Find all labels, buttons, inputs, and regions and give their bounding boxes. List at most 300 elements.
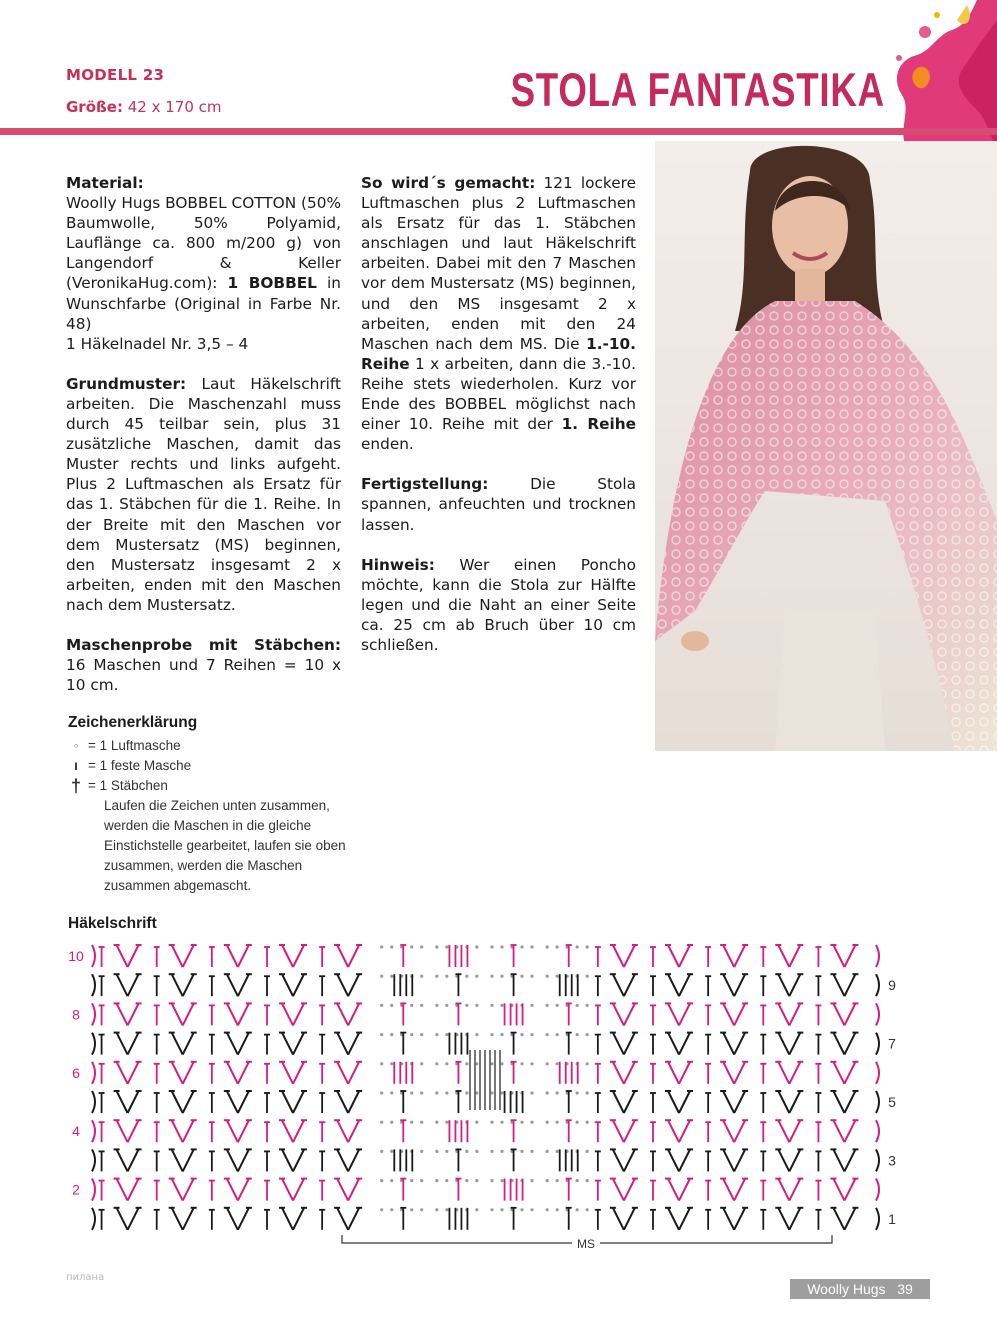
stitch: [348, 1120, 359, 1142]
stitch: [844, 1091, 855, 1113]
chain-stitch: [576, 1004, 579, 1007]
chain-stitch: [420, 1150, 423, 1153]
instructions-label: So wird´s gemacht:: [361, 174, 536, 192]
stitch: [624, 1062, 635, 1084]
stitch: [844, 1179, 855, 1201]
stitch: [789, 1149, 800, 1171]
stitch: [723, 1062, 734, 1084]
chain-stitch: [380, 1004, 383, 1007]
turning-chain: [876, 1179, 879, 1201]
chain-stitch: [586, 1091, 589, 1094]
chain-stitch: [520, 1208, 523, 1211]
chain-stitch: [380, 1150, 383, 1153]
chain-stitch: [410, 1208, 413, 1211]
chain-stitch: [435, 1091, 438, 1094]
instructions-last-row: 1. Reihe: [561, 415, 636, 434]
stitch: [128, 1003, 139, 1025]
stitch: [624, 1091, 635, 1113]
chain-stitch: [490, 1150, 493, 1153]
stitch: [613, 1179, 624, 1201]
stitch: [844, 974, 855, 996]
chain-stitch: [546, 1004, 549, 1007]
chain-stitch: [445, 1033, 448, 1036]
maschenprobe-section: [66, 635, 341, 695]
chain-stitch: [380, 945, 383, 948]
stitch: [624, 1208, 635, 1230]
stitch: [679, 1091, 690, 1113]
stitch: [227, 974, 238, 996]
stitch: [734, 1149, 745, 1171]
stitch: [789, 1062, 800, 1084]
double-crochet-symbol-icon: †: [70, 776, 81, 796]
chain-stitch: [435, 975, 438, 978]
text-column-right: [361, 173, 636, 675]
chain-stitch: [445, 945, 448, 948]
stitch: [348, 945, 359, 967]
maschenprobe-text: 16 Maschen und 7 Reihen = 10 x 10 cm.: [66, 656, 341, 695]
stitch: [227, 1062, 238, 1084]
stitch: [337, 1091, 348, 1113]
stitch: [348, 1062, 359, 1084]
instructions-section: [361, 173, 636, 454]
chain-stitch: [445, 1179, 448, 1182]
stitch: [348, 1033, 359, 1055]
turning-chain: [92, 1208, 95, 1230]
chain-stitch: [475, 975, 478, 978]
stitch: [723, 974, 734, 996]
turning-chain: [92, 974, 95, 996]
stitch: [227, 1208, 238, 1230]
stitch: [227, 1003, 238, 1025]
chain-stitch: [520, 1150, 523, 1153]
stitch: [833, 1208, 844, 1230]
legend-item-text: = 1 Stäbchen: [88, 778, 168, 793]
chain-stitch: [520, 1062, 523, 1065]
stitch: [613, 1091, 624, 1113]
stitch: [282, 1179, 293, 1201]
chain-stitch: [420, 1004, 423, 1007]
chain-stitch: [465, 1150, 468, 1153]
chain-stitch: [410, 1179, 413, 1182]
stitch: [172, 1179, 183, 1201]
chain-stitch: [490, 945, 493, 948]
stitch: [668, 945, 679, 967]
stitch: [227, 1179, 238, 1201]
model-photo: [655, 141, 997, 751]
stitch: [282, 945, 293, 967]
chain-stitch: [576, 945, 579, 948]
stitch: [117, 1120, 128, 1142]
stitch: [238, 1091, 249, 1113]
stitch: [789, 1033, 800, 1055]
chain-stitch: [475, 1150, 478, 1153]
stitch: [337, 1149, 348, 1171]
stitch: [337, 974, 348, 996]
chain-stitch: [475, 1121, 478, 1124]
stitch: [172, 1062, 183, 1084]
stitch: [668, 1208, 679, 1230]
stitch: [613, 1062, 624, 1084]
legend: [68, 714, 368, 896]
stitch: [172, 1149, 183, 1171]
turning-chain: [876, 945, 879, 967]
stitch: [844, 1120, 855, 1142]
row-number-right: 7: [888, 1035, 896, 1052]
chain-stitch: [530, 1091, 533, 1094]
chain-stitch: [465, 975, 468, 978]
stitch: [337, 1120, 348, 1142]
chain-stitch: [556, 1179, 559, 1182]
stitch: [117, 1062, 128, 1084]
chain-stitch: [586, 1179, 589, 1182]
chain-stitch: [475, 1033, 478, 1036]
stitch: [624, 1179, 635, 1201]
stitch: [734, 945, 745, 967]
chain-stitch: [500, 1004, 503, 1007]
stitch: [293, 1091, 304, 1113]
chain-stitch: [530, 945, 533, 948]
stitch: [723, 1179, 734, 1201]
stitch: [282, 1062, 293, 1084]
turning-chain: [92, 1179, 95, 1201]
stitch: [293, 1062, 304, 1084]
stitch: [789, 1091, 800, 1113]
stitch: [183, 1003, 194, 1025]
legend-item-text: = 1 Luftmasche: [88, 738, 181, 753]
chain-stitch: [490, 1091, 493, 1094]
stitch: [348, 1179, 359, 1201]
watermark: пилана: [66, 1272, 105, 1283]
stitch: [282, 974, 293, 996]
stitch: [778, 1003, 789, 1025]
stitch: [293, 945, 304, 967]
chain-stitch: [576, 1179, 579, 1182]
chain-stitch: [390, 1121, 393, 1124]
stitch: [613, 1149, 624, 1171]
stitch: [238, 1120, 249, 1142]
stitch: [844, 1062, 855, 1084]
row-number-left: 4: [72, 1123, 80, 1140]
stitch: [183, 1091, 194, 1113]
chain-stitch: [520, 1033, 523, 1036]
stitch: [723, 1120, 734, 1142]
turning-chain: [92, 1062, 95, 1084]
stitch: [117, 1033, 128, 1055]
chain-stitch: [420, 1062, 423, 1065]
row-number-left: 2: [72, 1181, 80, 1198]
stitch: [778, 1149, 789, 1171]
stitch: [778, 1091, 789, 1113]
chain-stitch: [586, 1208, 589, 1211]
chain-stitch: [490, 1179, 493, 1182]
stitch: [117, 945, 128, 967]
legend-item-double-crochet: [68, 776, 368, 796]
chain-stitch: [445, 975, 448, 978]
stitch: [734, 1062, 745, 1084]
stitch: [734, 1208, 745, 1230]
stitch: [293, 1003, 304, 1025]
chain-stitch: [390, 975, 393, 978]
stitch: [668, 1062, 679, 1084]
material-section: [66, 173, 341, 354]
chain-stitch: [475, 945, 478, 948]
chain-stitch: [420, 1091, 423, 1094]
stitch: [282, 1149, 293, 1171]
stitch: [778, 1033, 789, 1055]
stitch: [117, 1003, 128, 1025]
finishing-label: Fertigstellung:: [361, 475, 489, 494]
chain-stitch: [475, 1179, 478, 1182]
stitch: [734, 1179, 745, 1201]
maschenprobe-label: Maschenprobe mit Stäbchen:: [66, 635, 341, 654]
stitch: [734, 1120, 745, 1142]
chain-stitch: [490, 1004, 493, 1007]
chain-stitch: [530, 1179, 533, 1182]
text-column-left: [66, 173, 341, 715]
stitch: [337, 1003, 348, 1025]
stitch: [789, 1120, 800, 1142]
chain-stitch: [530, 975, 533, 978]
chain-stitch: [445, 1004, 448, 1007]
stitch: [833, 1149, 844, 1171]
stitch: [613, 1208, 624, 1230]
chain-stitch: [556, 1062, 559, 1065]
instructions-text-2: 1 x arbeiten, dann die 3.-10. Reihe stets wiederholen. Kurz vor Ende des BOBBEL möglichst nach einer 10. Reihe mit der: [361, 354, 636, 434]
stitch: [172, 974, 183, 996]
material-color: in Wunschfarbe (Original in Farbe Nr. 48): [66, 274, 341, 333]
stitch: [348, 1003, 359, 1025]
instructions-rows: 1.-10. Reihe: [361, 334, 636, 373]
stitch: [183, 1033, 194, 1055]
turning-chain: [876, 1120, 879, 1142]
stitch: [723, 1091, 734, 1113]
stitch: [238, 1033, 249, 1055]
crochet-chart: [0, 930, 997, 1260]
stitch: [128, 1208, 139, 1230]
chain-stitch: [490, 1121, 493, 1124]
chain-stitch: [490, 1033, 493, 1036]
chain-stitch: [490, 1062, 493, 1065]
stitch: [227, 1091, 238, 1113]
turning-chain: [876, 1033, 879, 1055]
stitch: [624, 945, 635, 967]
stitch: [227, 1033, 238, 1055]
material-text: Woolly Hugs BOBBEL COTTON (50% Baumwolle, 50% Polyamid, Lauflänge ca. 800 m/200 g) von Langendorf & Keller (VeronikaHug.com):: [66, 194, 341, 293]
stitch: [238, 1149, 249, 1171]
stitch: [183, 1208, 194, 1230]
chain-stitch: [445, 1208, 448, 1211]
stitch: [172, 1120, 183, 1142]
stitch: [734, 974, 745, 996]
stitch: [117, 1179, 128, 1201]
stitch: [833, 1179, 844, 1201]
stitch: [337, 945, 348, 967]
chain-stitch: [546, 945, 549, 948]
stitch: [679, 945, 690, 967]
chain-stitch: [530, 1150, 533, 1153]
stitch: [624, 1120, 635, 1142]
stitch: [668, 1149, 679, 1171]
grundmuster-text: Laut Häkelschrift arbeiten. Die Maschenzahl muss durch 45 teilbar sein, plus 31 zusätzliche Maschen, damit das Muster rechts und links aufgeht. Plus 2 Luftmaschen als Ersatz für das 1. Stäbchen für die 1. Reihe. In der Breite mit den Maschen vor dem Mustersatz (MS) beginnen, den Mustersatz insgesamt 2 x arbeiten, enden mit den Maschen nach dem Mustersatz.: [66, 374, 341, 614]
chain-stitch: [410, 945, 413, 948]
chain-stitch: [546, 1179, 549, 1182]
stitch: [723, 1208, 734, 1230]
stitch: [679, 974, 690, 996]
turning-chain: [876, 1149, 879, 1171]
chain-stitch: [465, 1091, 468, 1094]
chain-stitch: [380, 1121, 383, 1124]
chain-stitch: [435, 1150, 438, 1153]
stitch: [183, 945, 194, 967]
turning-chain: [92, 1091, 95, 1113]
stitch: [668, 1179, 679, 1201]
stitch: [844, 1003, 855, 1025]
stitch: [282, 1208, 293, 1230]
chain-stitch: [390, 1179, 393, 1182]
row-number-right: 5: [888, 1094, 896, 1110]
stitch: [844, 1208, 855, 1230]
size-label: Größe:: [66, 98, 123, 116]
stitch: [128, 1179, 139, 1201]
row-number-right: 1: [888, 1210, 896, 1227]
stitch: [789, 1003, 800, 1025]
stitch: [613, 1120, 624, 1142]
chain-stitch: [435, 1179, 438, 1182]
chain-stitch: [445, 1121, 448, 1124]
turning-chain: [876, 1003, 879, 1025]
stitch: [844, 1033, 855, 1055]
stitch: [117, 1208, 128, 1230]
chain-stitch: [465, 1179, 468, 1182]
chain-stitch: [435, 1004, 438, 1007]
chain-stitch: [530, 1033, 533, 1036]
stitch: [613, 974, 624, 996]
stitch: [128, 945, 139, 967]
chart-title: Häkelschrift: [68, 915, 157, 932]
chain-stitch: [420, 1121, 423, 1124]
model-number: MODELL 23: [66, 66, 165, 84]
stitch: [238, 1062, 249, 1084]
stitch: [183, 1149, 194, 1171]
chain-stitch: [465, 1062, 468, 1065]
stitch: [293, 1149, 304, 1171]
legend-item-text: = 1 feste Masche: [88, 758, 192, 773]
stitch: [337, 1208, 348, 1230]
chain-stitch: [520, 1121, 523, 1124]
stitch: [282, 1091, 293, 1113]
stitch: [238, 945, 249, 967]
legend-note: Laufen die Zeichen unten zusammen, werden die Maschen in die gleiche Einstichstelle gearbeitet, laufen sie oben zusammen, werden die Maschen zusammen abgemascht.: [104, 798, 346, 893]
stitch: [227, 1120, 238, 1142]
stitch: [833, 974, 844, 996]
chain-stitch: [420, 975, 423, 978]
stitch: [668, 1091, 679, 1113]
stitch: [778, 1208, 789, 1230]
stitch: [183, 1120, 194, 1142]
stitch: [282, 1003, 293, 1025]
chain-stitch: [546, 1062, 549, 1065]
chain-stitch: [500, 1179, 503, 1182]
chain-stitch: [586, 945, 589, 948]
hint-label: Hinweis:: [361, 555, 435, 574]
stitch: [679, 1149, 690, 1171]
chain-stitch: [445, 1091, 448, 1094]
chain-stitch: [546, 1091, 549, 1094]
legend-item-chain: [68, 736, 368, 756]
chain-stitch: [475, 1004, 478, 1007]
chain-stitch: [556, 975, 559, 978]
chain-stitch: [445, 1150, 448, 1153]
turning-chain: [92, 1033, 95, 1055]
chain-stitch: [490, 1208, 493, 1211]
chain-stitch: [380, 1208, 383, 1211]
stitch: [293, 974, 304, 996]
chain-stitch: [380, 1179, 383, 1182]
stitch: [183, 974, 194, 996]
chain-stitch: [530, 1121, 533, 1124]
stitch: [293, 1179, 304, 1201]
chain-stitch: [420, 1179, 423, 1182]
chain-stitch: [586, 1150, 589, 1153]
stitch: [128, 1149, 139, 1171]
header-divider: [0, 128, 997, 135]
stitch: [723, 1003, 734, 1025]
stitch: [833, 945, 844, 967]
stitch: [668, 1120, 679, 1142]
row-number-right: 3: [888, 1152, 896, 1169]
stitch: [734, 1091, 745, 1113]
chain-stitch: [500, 1091, 503, 1094]
stitch: [183, 1062, 194, 1084]
chain-stitch: [576, 1121, 579, 1124]
single-crochet-symbol-icon: ı: [74, 758, 78, 773]
stitch: [668, 974, 679, 996]
stitch: [679, 1003, 690, 1025]
chain-stitch: [500, 1121, 503, 1124]
stitch: [117, 1149, 128, 1171]
stitch: [128, 1120, 139, 1142]
stitch: [789, 1179, 800, 1201]
hint-text: Wer einen Poncho möchte, kann die Stola zur Hälfte legen und die Naht an einer Seite ca. 25 cm ab Bruch über 10 cm schließen.: [361, 555, 636, 654]
chain-stitch: [380, 975, 383, 978]
stitch: [723, 1149, 734, 1171]
stitch: [723, 1033, 734, 1055]
stitch: [348, 1208, 359, 1230]
chain-stitch: [556, 1208, 559, 1211]
chain-stitch: [500, 1033, 503, 1036]
stitch: [117, 1091, 128, 1113]
chain-stitch: [586, 1033, 589, 1036]
stitch: [679, 1120, 690, 1142]
turning-chain: [92, 1003, 95, 1025]
stitch: [833, 1120, 844, 1142]
chain-stitch: [465, 1004, 468, 1007]
chain-stitch: [556, 945, 559, 948]
size-value: 42 x 170 cm: [127, 98, 222, 116]
row-number-right: 9: [888, 977, 896, 994]
chain-stitch: [390, 1091, 393, 1094]
stitch: [238, 974, 249, 996]
chain-stitch: [556, 1121, 559, 1124]
chain-stitch: [500, 945, 503, 948]
stitch: [128, 1033, 139, 1055]
turning-chain: [876, 1062, 879, 1084]
stitch: [282, 1033, 293, 1055]
stitch: [613, 1033, 624, 1055]
stitch: [238, 1208, 249, 1230]
row-number-left: 10: [68, 948, 84, 964]
stitch: [227, 945, 238, 967]
